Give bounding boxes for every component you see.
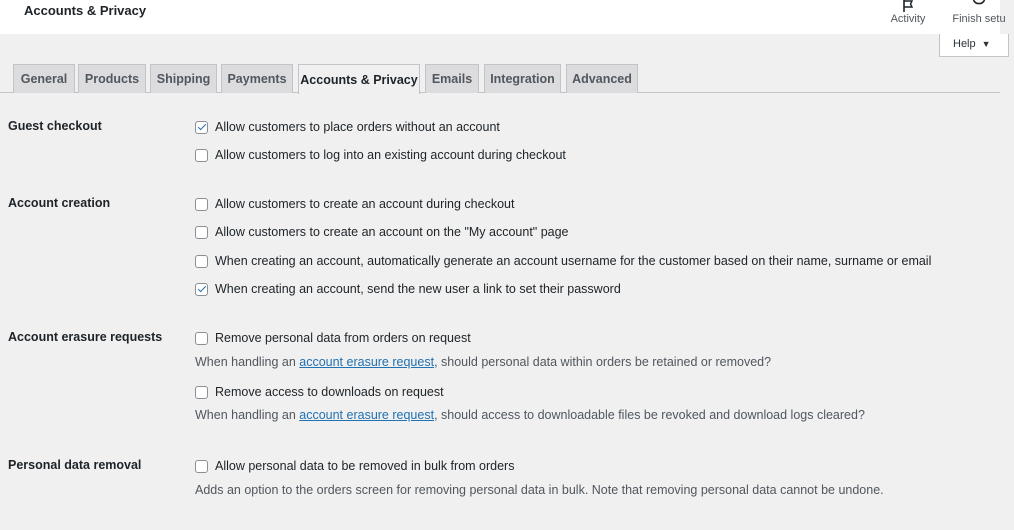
activity-label: Activity: [890, 13, 926, 25]
remove-downloads-description: [195, 408, 865, 422]
description-text: When handling an: [195, 408, 300, 422]
checkbox[interactable]: [195, 460, 208, 473]
checkbox[interactable]: [195, 149, 208, 162]
checkbox[interactable]: [195, 283, 208, 296]
checkbox-label: When creating an account, automatically generate an account username for the customer based on their name, surname or email: [215, 254, 932, 268]
send-password-link-option[interactable]: [195, 281, 621, 297]
checkbox-label: When creating an account, send the new user a link to set their password: [215, 282, 621, 296]
top-bar: [0, 0, 1006, 34]
checkbox[interactable]: [195, 198, 208, 211]
description-text: , should personal data within orders be retained or removed?: [434, 355, 772, 369]
help-button[interactable]: [939, 34, 1009, 57]
tab-emails[interactable]: Emails: [425, 64, 479, 93]
account-creation-label: Account creation: [8, 196, 111, 210]
account-erasure-request-link[interactable]: account erasure request: [299, 355, 435, 369]
bulk-remove-data-option[interactable]: [195, 458, 514, 474]
guest-checkout-label: Guest checkout: [8, 119, 102, 133]
tab-products[interactable]: Products: [78, 64, 146, 93]
tab-integration[interactable]: Integration: [484, 64, 561, 93]
create-account-checkout-option[interactable]: [195, 196, 514, 212]
remove-order-data-description: [195, 355, 771, 369]
progress-circle-icon: [971, 0, 987, 12]
checkbox[interactable]: [195, 386, 208, 399]
flag-icon: [901, 0, 915, 12]
checkbox-label: Allow customers to place orders without an account: [215, 120, 500, 134]
tab-shipping[interactable]: Shipping: [150, 64, 217, 93]
page-title: Accounts & Privacy: [24, 3, 147, 18]
create-account-my-account-option[interactable]: [195, 224, 569, 240]
checkbox-label: Remove personal data from orders on request: [215, 331, 471, 345]
bulk-remove-data-description: Adds an option to the orders screen for removing personal data in bulk. Note that removing personal data cannot be undone.: [195, 483, 884, 497]
tab-general[interactable]: General: [13, 64, 75, 93]
checkbox-label: Allow personal data to be removed in bulk from orders: [215, 459, 515, 473]
description-text: , should access to downloadable files be revoked and download logs cleared?: [434, 408, 865, 422]
account-erasure-request-link[interactable]: account erasure request: [299, 408, 435, 422]
login-during-checkout-option[interactable]: [195, 147, 566, 163]
checkbox-label: Allow customers to create an account on the "My account" page: [215, 225, 569, 239]
checkbox[interactable]: [195, 255, 208, 268]
checkbox-label: Allow customers to log into an existing account during checkout: [215, 148, 566, 162]
tab-advanced[interactable]: Advanced: [566, 64, 638, 93]
activity-button[interactable]: [885, 0, 931, 25]
checkbox[interactable]: [195, 121, 208, 134]
checkbox[interactable]: [195, 226, 208, 239]
tab-payments[interactable]: Payments: [221, 64, 293, 93]
remove-order-data-option[interactable]: [195, 330, 471, 346]
tab-accounts-privacy[interactable]: Accounts & Privacy: [298, 64, 420, 94]
account-erasure-label: Account erasure requests: [8, 330, 163, 344]
finish-setup-button[interactable]: [944, 0, 1014, 25]
checkbox-label: Remove access to downloads on request: [215, 385, 444, 399]
personal-data-removal-label: Personal data removal: [8, 458, 142, 472]
checkbox-label: Allow customers to create an account during checkout: [215, 197, 515, 211]
guest-checkout-option[interactable]: [195, 119, 500, 135]
caret-down-icon: ▼: [981, 39, 991, 49]
help-label: Help: [953, 38, 976, 50]
remove-downloads-option[interactable]: [195, 384, 444, 400]
generate-username-option[interactable]: [195, 253, 931, 269]
checkbox[interactable]: [195, 332, 208, 345]
settings-tabs: [0, 64, 1000, 93]
description-text: When handling an: [195, 355, 300, 369]
finish-setup-label: Finish setu: [952, 13, 1006, 25]
